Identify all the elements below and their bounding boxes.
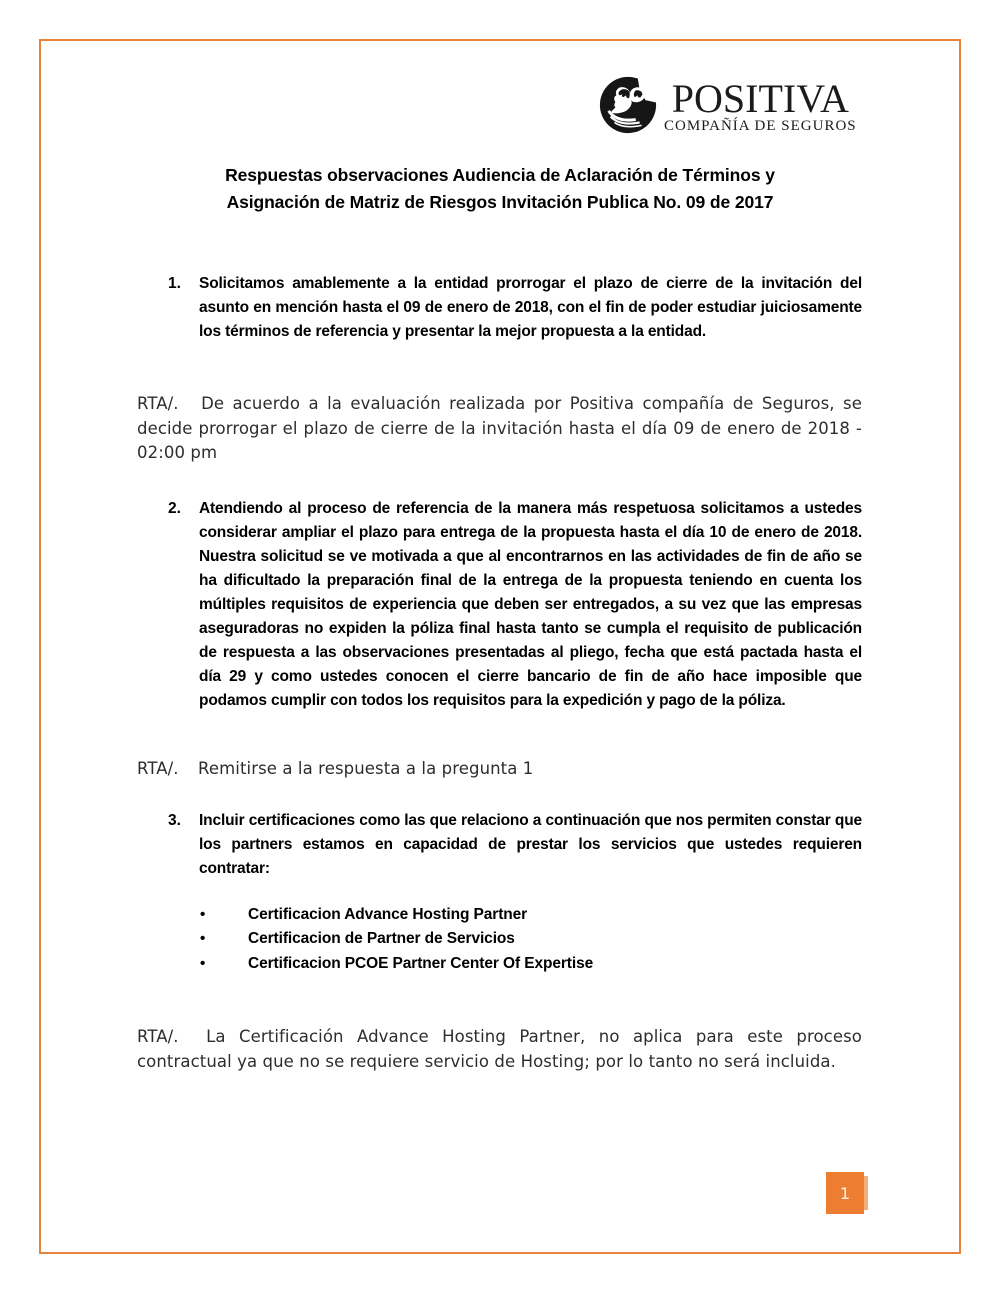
question-1-text: Solicitamos amablemente a la entidad prorrogar el plazo de cierre de la invitación del asunto en mención hasta el 09 de enero de 2018, con el fin de poder estudiar juiciosamente los términos de referencia y presentar la mejor propuesta a la entidad. xyxy=(199,275,862,340)
bullet-icon: • xyxy=(200,906,206,923)
document-title xyxy=(70,162,930,216)
certification-1-label: Certificacion Advance Hosting Partner xyxy=(248,906,528,923)
question-3-text: Incluir certificaciones como las que relaciono a continuación que nos permiten constar que los partners estamos en capacidad de prestar los servicios que ustedes requieren contratar: xyxy=(199,812,862,877)
answer-2-text: Remitirse a la respuesta a la pregunta 1 xyxy=(198,759,534,778)
certification-item-3 xyxy=(200,952,593,976)
certification-2-label: Certificacion de Partner de Servicios xyxy=(248,930,515,948)
question-2-number: 2. xyxy=(168,500,181,517)
question-item-3 xyxy=(168,809,862,881)
answer-3-prefix: RTA/. xyxy=(137,1027,179,1046)
question-item-1 xyxy=(168,272,862,344)
page-badge-edge xyxy=(864,1176,868,1210)
certification-item-1 xyxy=(200,903,593,927)
brand-tagline: COMPAÑÍA DE SEGUROS xyxy=(664,118,857,134)
question-1-number: 1. xyxy=(168,275,181,292)
answer-1-text: De acuerdo a la evaluación realizada por Positiva compañía de Seguros, se decide prorrogar el plazo de cierre de la invitación hasta el día 09 de enero de 2018 - 02:00 pm xyxy=(137,394,862,462)
page-number: 1 xyxy=(839,1183,851,1203)
answer-2 xyxy=(137,757,862,782)
title-line-2: Asignación de Matriz de Riesgos Invitación Publica No. 09 de 2017 xyxy=(226,192,774,212)
question-3-number: 3. xyxy=(168,812,181,829)
logo-text xyxy=(664,74,857,135)
company-logo xyxy=(597,74,857,136)
certification-list xyxy=(200,903,593,976)
positiva-logo-icon xyxy=(597,74,659,136)
answer-2-prefix: RTA/. xyxy=(137,759,179,778)
page-number-badge xyxy=(826,1172,864,1214)
bullet-icon: • xyxy=(200,954,206,972)
certification-3-label: Certificacion PCOE Partner Center Of Expertise xyxy=(248,954,594,972)
brand-name: POSITIVA xyxy=(671,76,849,121)
answer-1-prefix: RTA/. xyxy=(137,394,179,413)
question-2-text: Atendiendo al proceso de referencia de la manera más respetuosa solicitamos a ustedes considerar ampliar el plazo para entrega de la propuesta hasta el día 10 de enero de 2018. Nuestra solicitud se ve motivada a que al encontrarnos en las actividades de fin de año se ha dificultado la preparación final de la entrega de la propuesta teniendo en cuenta los múltiples requisitos de experiencia que deben ser entregados, a su vez que las empresas aseguradoras no expiden la póliza final hasta tanto se cumpla el requisito de publicación de respuesta a las observaciones presentadas al pliego, fecha que está pactada hasta el día 29 y como ustedes conocen el cierre bancario de fin de año hace imposible que podamos cumplir con todos los requisitos para la expedición y pago de la póliza. xyxy=(199,500,862,709)
certification-item-2 xyxy=(200,927,593,951)
title-line-1: Respuestas observaciones Audiencia de Aclaración de Términos y xyxy=(225,165,775,185)
question-item-2 xyxy=(168,497,862,713)
answer-3-text: La Certificación Advance Hosting Partner, no aplica para este proceso contractual ya que no se requiere servicio de Hosting; por lo tanto no será incluida. xyxy=(137,1027,862,1071)
bullet-icon: • xyxy=(200,930,206,948)
answer-1 xyxy=(137,392,862,466)
answer-3 xyxy=(137,1025,862,1074)
